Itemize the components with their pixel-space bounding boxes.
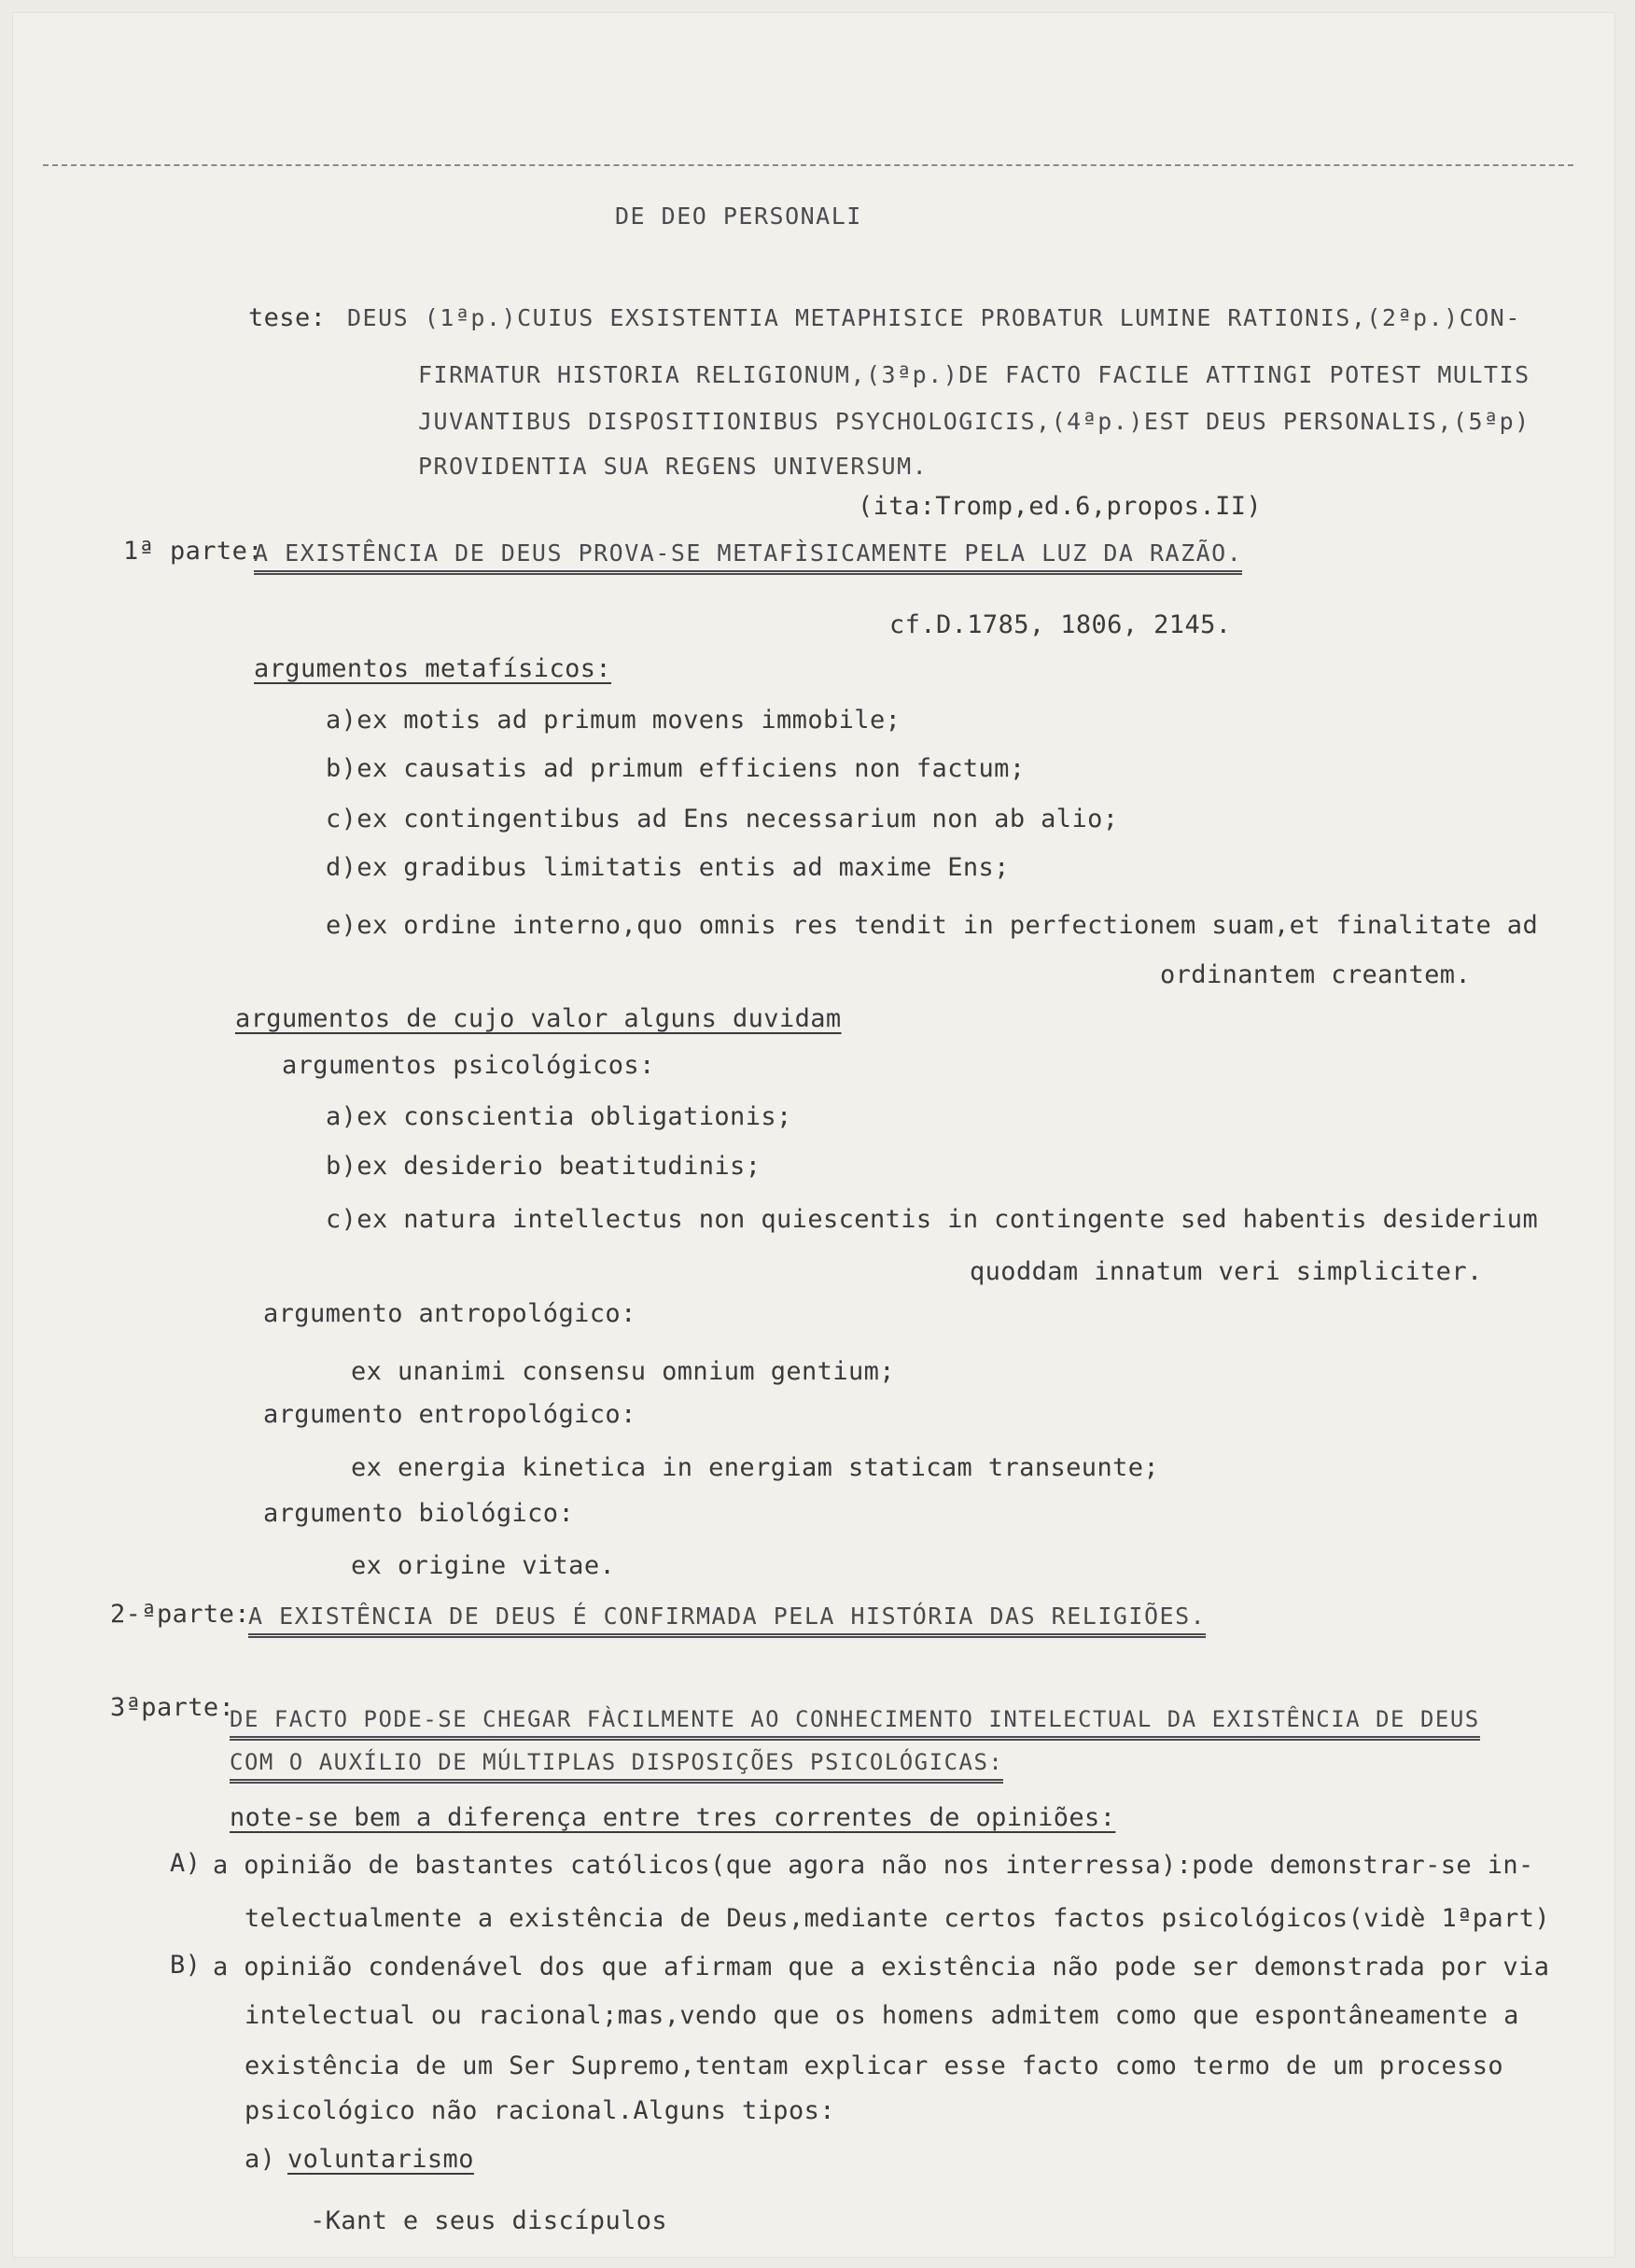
anthropological-heading: argumento antropológico:	[263, 1299, 636, 1328]
psychological-item-a: a)ex conscientia obligationis;	[326, 1102, 792, 1131]
opinion-b-line-3: existência de um Ser Supremo,tentam explicar esse facto como termo de um processo	[245, 2051, 1504, 2080]
metaphysical-item-d: d)ex gradibus limitatis entis ad maxime Ens;	[326, 853, 1010, 882]
document-title: DE DEO PERSONALI	[615, 203, 862, 230]
sub-a-label: voluntarismo	[287, 2145, 474, 2174]
thesis-source: (ita:Tromp,ed.6,propos.II)	[858, 492, 1263, 521]
doubtful-heading: argumentos de cujo valor alguns duvidam	[235, 1004, 842, 1033]
typed-page	[13, 13, 1614, 2257]
metaphysical-item-e: e)ex ordine interno,quo omnis res tendit in perfectionem suam,et finalitate ad	[326, 911, 1539, 940]
thesis-line-4: PROVIDENTIA SUA REGENS UNIVERSUM.	[418, 453, 929, 480]
opinion-b-marker: B)	[170, 1951, 202, 1980]
metaphysical-item-a: a)ex motis ad primum movens immobile;	[326, 706, 901, 735]
part2-heading: A EXISTÊNCIA DE DEUS É CONFIRMADA PELA HISTÓRIA DAS RELIGIÕES.	[248, 1602, 1206, 1638]
opinion-a-line-1: a opinião de bastantes católicos(que agora não nos interressa):pode demonstrar-se in-	[213, 1851, 1534, 1880]
opinion-b-line-2: intelectual ou racional;mas,vendo que os homens admitem como que espontâneamente a	[245, 2001, 1519, 2030]
anthropological-item: ex unanimi consensu omnium gentium;	[351, 1357, 895, 1386]
thesis-line-3: JUVANTIBUS DISPOSITIONIBUS PSYCHOLOGICIS,(4ªp.)EST DEUS PERSONALIS,(5ªp)	[418, 408, 1530, 435]
thesis-label: tese:	[248, 303, 327, 332]
part1-heading: A EXISTÊNCIA DE DEUS PROVA-SE METAFÌSICAMENTE PELA LUZ DA RAZÃO.	[254, 539, 1242, 575]
part3-heading-line-1: DE FACTO PODE-SE CHEGAR FÀCILMENTE AO CONHECIMENTO INTELECTUAL DA EXISTÊNCIA DE DEUS	[230, 1704, 1480, 1741]
psychological-item-c: c)ex natura intellectus non quiescentis in contingente sed habentis desiderium	[326, 1205, 1539, 1234]
metaphysical-item-e-cont: ordinantem creantem.	[1160, 960, 1472, 989]
sub-a-item: -Kant e seus discípulos	[310, 2206, 668, 2235]
opinion-a-marker: A)	[170, 1849, 202, 1878]
opinion-b-line-4: psicológico não racional.Alguns tipos:	[245, 2096, 835, 2125]
entropological-item: ex energia kinetica in energiam staticam transeunte;	[351, 1453, 1160, 1482]
part3-heading-line-2: COM O AUXÍLIO DE MÚLTIPLAS DISPOSIÇÕES PSICOLÓGICAS:	[230, 1747, 1003, 1784]
sub-a-marker: a)	[245, 2145, 276, 2174]
thesis-line-1: DEUS (1ªp.)CUIUS EXSISTENTIA METAPHISICE PROBATUR LUMINE RATIONIS,(2ªp.)CON-	[347, 304, 1521, 331]
psychological-item-b: b)ex desiderio beatitudinis;	[326, 1152, 762, 1181]
part3-note: note-se bem a diferença entre tres correntes de opiniões:	[230, 1803, 1116, 1832]
top-dashed-rule	[43, 164, 1573, 166]
opinion-a-line-2: telectualmente a existência de Deus,mediante certos factos psicológicos(vidè 1ªpart)	[245, 1904, 1551, 1933]
biological-item: ex origine vitae.	[351, 1551, 616, 1580]
entropological-heading: argumento entropológico:	[263, 1400, 636, 1429]
part3-label: 3ªparte:	[110, 1693, 235, 1722]
thesis-line-2: FIRMATUR HISTORIA RELIGIONUM,(3ªp.)DE FACTO FACILE ATTINGI POTEST MULTIS	[418, 361, 1530, 388]
psychological-heading: argumentos psicológicos:	[282, 1051, 655, 1080]
part2-label: 2-ªparte:	[110, 1600, 250, 1629]
part1-label: 1ª parte:	[123, 537, 263, 566]
metaphysical-item-c: c)ex contingentibus ad Ens necessarium non ab alio;	[326, 805, 1119, 833]
opinion-b-line-1: a opinião condenável dos que afirmam que a existência não pode ser demonstrada por via	[213, 1953, 1550, 1981]
part1-reference: cf.D.1785, 1806, 2145.	[889, 610, 1232, 639]
metaphysical-heading: argumentos metafísicos:	[254, 654, 612, 683]
metaphysical-item-b: b)ex causatis ad primum efficiens non factum;	[326, 754, 1026, 783]
psychological-item-c-cont: quoddam innatum veri simpliciter.	[970, 1257, 1483, 1286]
biological-heading: argumento biológico:	[263, 1499, 575, 1528]
